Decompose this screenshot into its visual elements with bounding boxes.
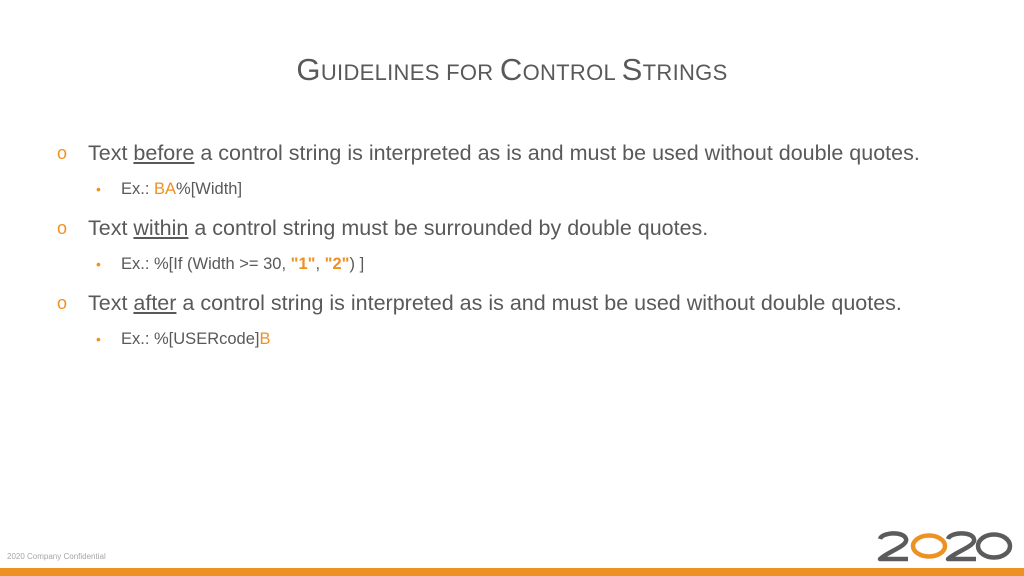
bullet-suffix: a control string is interpreted as is and must be used without double quotes. (176, 291, 902, 315)
logo-digit-2 (948, 533, 976, 559)
confidential-footer: 2020 Company Confidential (7, 552, 106, 561)
logo-digit-0-orange (913, 536, 945, 557)
slide-title (0, 52, 1024, 88)
logo-digit-2 (880, 533, 908, 559)
example-item-before (57, 177, 937, 201)
title-cap-1: G (296, 52, 321, 87)
example-label: Ex.: (121, 255, 155, 273)
dot-bullet-icon: • (96, 181, 101, 197)
title-cap-4: S (621, 52, 643, 87)
title-cap-3: C (499, 52, 523, 87)
bullet-item-after (57, 288, 937, 319)
example-code: %[USERcode] (154, 330, 260, 348)
bullet-suffix: a control string is interpreted as is and must be used without double quotes. (194, 141, 920, 165)
title-word-4: TRINGS (642, 60, 728, 85)
title-word-3: ONTROL (522, 60, 616, 85)
circle-bullet-icon: o (57, 293, 68, 313)
example-code: %[Width] (176, 180, 243, 198)
bullet-underlined-word: after (133, 291, 177, 315)
example-code: %[If (Width >= 30, (154, 255, 291, 273)
circle-bullet-icon: o (57, 143, 68, 163)
title-word-2: FOR (446, 60, 494, 85)
example-code: , (315, 255, 325, 273)
example-highlight: "2" (324, 255, 350, 273)
bullet-item-before (57, 138, 937, 169)
example-code: ) ] (349, 255, 365, 273)
bullet-prefix: Text (88, 216, 134, 240)
bullet-prefix: Text (88, 291, 134, 315)
dot-bullet-icon: • (96, 331, 101, 347)
example-highlight: BA (154, 180, 177, 198)
example-item-within (57, 252, 937, 276)
bullet-underlined-word: within (133, 216, 189, 240)
bullet-prefix: Text (88, 141, 134, 165)
bullet-item-within (57, 213, 937, 244)
example-item-after (57, 327, 937, 351)
example-label: Ex.: (121, 330, 155, 348)
bullet-list (57, 138, 937, 363)
example-highlight: "1" (290, 255, 316, 273)
dot-bullet-icon: • (96, 256, 101, 272)
title-word-1: UIDELINES (320, 60, 440, 85)
circle-bullet-icon: o (57, 218, 68, 238)
company-logo (877, 530, 1013, 562)
logo-digit-0-gray (978, 535, 1010, 558)
example-highlight: B (259, 330, 271, 348)
bullet-suffix: a control string must be surrounded by double quotes. (188, 216, 709, 240)
footer-accent-bar (0, 568, 1024, 576)
bullet-underlined-word: before (133, 141, 195, 165)
example-label: Ex.: (121, 180, 155, 198)
